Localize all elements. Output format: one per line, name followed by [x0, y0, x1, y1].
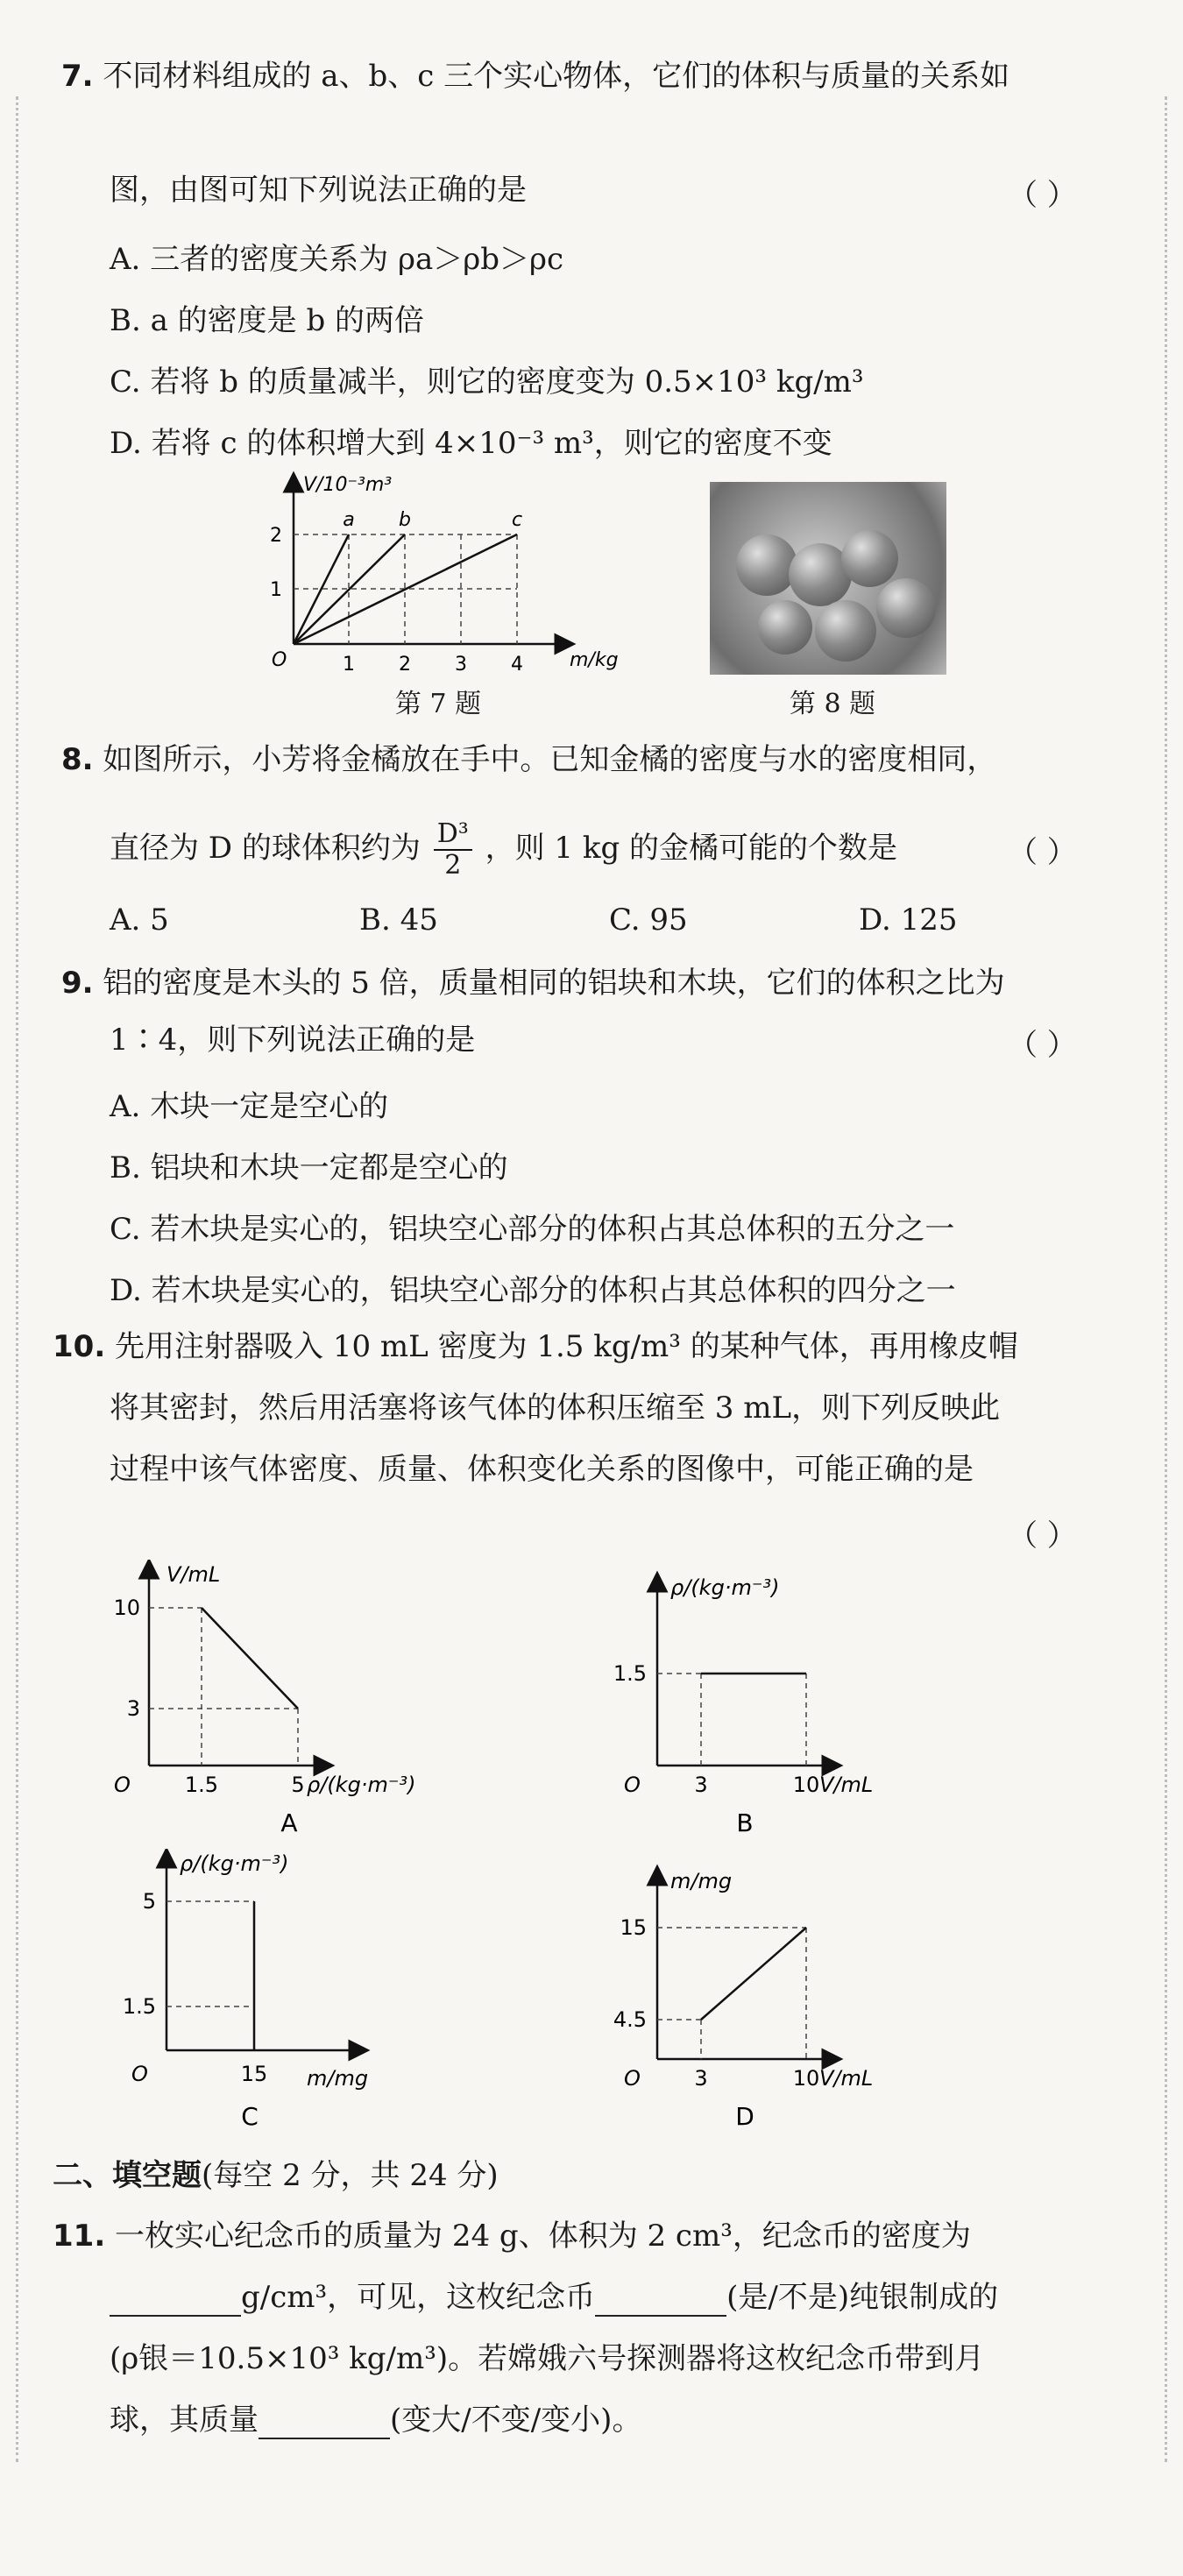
graph-d-ytick: 15: [620, 1915, 647, 1940]
right-margin-dots: [1165, 96, 1167, 2462]
graph-d-line: [701, 1928, 806, 2020]
graph-a-xtick: 5: [291, 1773, 305, 1797]
y-tick: 2: [270, 525, 282, 547]
q9-option-d: D. 若木块是实心的，铝块空心部分的体积占其总体积的四分之一: [110, 1273, 956, 1308]
q7-answer-paren: （ ）: [1008, 178, 1077, 213]
q8-option-c: C. 95: [609, 902, 688, 938]
line-b: [294, 534, 405, 644]
q8-fraction: [434, 819, 472, 881]
q9-line2: 1∶4，则下列说法正确的是: [110, 1023, 476, 1058]
q11-text4b: (变大/不变/变小)。: [390, 2403, 642, 2438]
q10-graph-d: [605, 1849, 1008, 2138]
graph-d-ytick: 4.5: [613, 2007, 647, 2032]
graph-d-origin: O: [624, 2066, 641, 2091]
label-c: c: [511, 509, 523, 531]
graph-b-ytick: 1.5: [613, 1661, 647, 1686]
graph-a-ytick: 10: [113, 1596, 140, 1620]
graph-b-origin: O: [624, 1773, 641, 1797]
q7-option-d: D. 若将 c 的体积增大到 4×10⁻³ m³，则它的密度不变: [110, 426, 832, 461]
q10-number: 10.: [53, 1329, 106, 1364]
q11-blank-density[interactable]: [110, 2287, 241, 2317]
x-tick: 2: [399, 654, 411, 676]
q8-frac-den: 2: [444, 850, 462, 881]
q10-line3: 过程中该气体密度、质量、体积变化关系的图像中，可能正确的是: [110, 1452, 974, 1487]
line-a: [294, 534, 349, 644]
q7-option-a: A. 三者的密度关系为 ρa＞ρb＞ρc: [110, 242, 564, 277]
q10-graph-b: [605, 1568, 1008, 1849]
left-margin-dots: [16, 96, 18, 2462]
q11-line4: [110, 2401, 641, 2439]
q8-line2: [110, 819, 897, 881]
q7-volume-mass-chart: [263, 464, 666, 683]
section-note: (每空 2 分，共 24 分): [202, 2158, 499, 2193]
q10-text1: 先用注射器吸入 10 mL 密度为 1.5 kg/m³ 的某种气体，再用橡皮帽: [115, 1329, 1018, 1364]
graph-c-xtick: 15: [240, 2062, 268, 2086]
q7-figure-caption: 第 7 题: [394, 689, 482, 719]
q7-text1: 不同材料组成的 a、b、c 三个实心物体，它们的体积与质量的关系如: [103, 59, 1010, 94]
q11-blank-silver[interactable]: [595, 2287, 726, 2317]
graph-c-ytick: 1.5: [122, 1994, 156, 2019]
graph-a-origin: O: [114, 1773, 131, 1797]
graph-b-caption: B: [736, 1808, 754, 1837]
graph-a-line: [202, 1608, 298, 1709]
q10-line2: 将其密封，然后用活塞将该气体的体积压缩至 3 mL，则下列反映此: [110, 1391, 1001, 1426]
q9-option-b: B. 铝块和木块一定都是空心的: [110, 1150, 508, 1185]
graph-c-ytick: 5: [142, 1889, 156, 1914]
q8-text2a: 直径为 D 的球体积约为: [110, 831, 421, 866]
q7-number: 7.: [61, 59, 94, 94]
q11-line3: (ρ银＝10.5×10³ kg/m³)。若嫦娥六号探测器将这枚纪念币带到月: [110, 2341, 985, 2376]
graph-b-xtick: 10: [792, 1773, 820, 1797]
q10-answer-paren: （ ）: [1008, 1518, 1077, 1553]
q8-option-b: B. 45: [359, 902, 438, 938]
kumquat-photo: [710, 482, 946, 675]
q11-text4a: 球，其质量: [110, 2403, 259, 2438]
q11-text2a: g/cm³，可见，这枚纪念币: [241, 2280, 596, 2315]
graph-d-caption: D: [735, 2102, 754, 2131]
q8-figure-caption: 第 8 题: [789, 689, 876, 719]
q8-line1: [61, 740, 996, 779]
q8-text2b: ，则 1 kg 的金橘可能的个数是: [485, 831, 898, 866]
graph-a-xtick: 1.5: [184, 1773, 219, 1797]
graph-d-xtick: 10: [792, 2066, 820, 2091]
q10-line1: [53, 1327, 1018, 1366]
q11-text1: 一枚实心纪念币的质量为 24 g、体积为 2 cm³，纪念币的密度为: [115, 2219, 971, 2254]
q7-option-b: B. a 的密度是 b 的两倍: [110, 303, 425, 338]
graph-d-ylabel: m/mg: [670, 1869, 733, 1893]
x-tick: 1: [343, 654, 355, 676]
graph-a-ytick: 3: [126, 1696, 140, 1721]
q9-option-a: A. 木块一定是空心的: [110, 1089, 389, 1124]
graph-c-ylabel: ρ/(kg·m⁻³): [180, 1851, 289, 1876]
q10-graph-a: [96, 1560, 499, 1849]
q7-line2: 图，由图可知下列说法正确的是: [110, 173, 527, 208]
q9-text1: 铝的密度是木头的 5 倍，质量相同的铝块和木块，它们的体积之比为: [103, 966, 1005, 1001]
q8-text1: 如图所示，小芳将金橘放在手中。已知金橘的密度与水的密度相同，: [103, 742, 997, 777]
q11-line1: [53, 2217, 971, 2255]
q11-blank-mass[interactable]: [259, 2410, 390, 2439]
q11-number: 11.: [53, 2219, 106, 2254]
graph-b-ylabel: ρ/(kg·m⁻³): [670, 1575, 780, 1600]
graph-a-xlabel: ρ/(kg·m⁻³): [307, 1773, 416, 1797]
origin-label: O: [272, 649, 287, 671]
q9-number: 9.: [61, 966, 94, 1001]
y-axis-label: V/10⁻³m³: [303, 474, 393, 496]
q8-number: 8.: [61, 742, 94, 777]
section-fill-in-heading: [53, 2151, 499, 2194]
label-b: b: [399, 509, 411, 531]
q9-option-c: C. 若木块是实心的，铝块空心部分的体积占其总体积的五分之一: [110, 1212, 955, 1247]
q8-frac-num: D³: [434, 819, 472, 851]
x-axis-label: m/kg: [570, 649, 619, 671]
q11-text2b: (是/不是)纯银制成的: [726, 2280, 999, 2315]
q8-answer-paren: （ ）: [1008, 835, 1077, 870]
graph-c-origin: O: [131, 2062, 148, 2086]
x-tick: 3: [455, 654, 467, 676]
graph-d-xtick: 3: [694, 2066, 708, 2091]
q8-option-a: A. 5: [110, 902, 169, 938]
graph-b-xtick: 3: [694, 1773, 708, 1797]
q7-line1: [61, 57, 1009, 96]
graph-a-caption: A: [280, 1808, 298, 1837]
graph-b-xlabel: V/mL: [819, 1773, 874, 1797]
x-tick: 4: [511, 654, 523, 676]
q11-line2: [110, 2278, 998, 2317]
q9-answer-paren: （ ）: [1008, 1028, 1077, 1063]
graph-d-xlabel: V/mL: [819, 2066, 874, 2091]
graph-a-ylabel: V/mL: [166, 1562, 221, 1587]
label-a: a: [343, 509, 355, 531]
q10-graph-c: [96, 1849, 499, 2138]
y-tick: 1: [270, 579, 282, 601]
q7-option-c: C. 若将 b 的质量减半，则它的密度变为 0.5×10³ kg/m³: [110, 364, 864, 400]
q8-option-d: D. 125: [859, 902, 958, 938]
graph-c-xlabel: m/mg: [307, 2066, 369, 2091]
section-title: 二、填空题: [53, 2158, 202, 2193]
graph-c-caption: C: [241, 2102, 259, 2131]
q9-line1: [61, 964, 1005, 1002]
